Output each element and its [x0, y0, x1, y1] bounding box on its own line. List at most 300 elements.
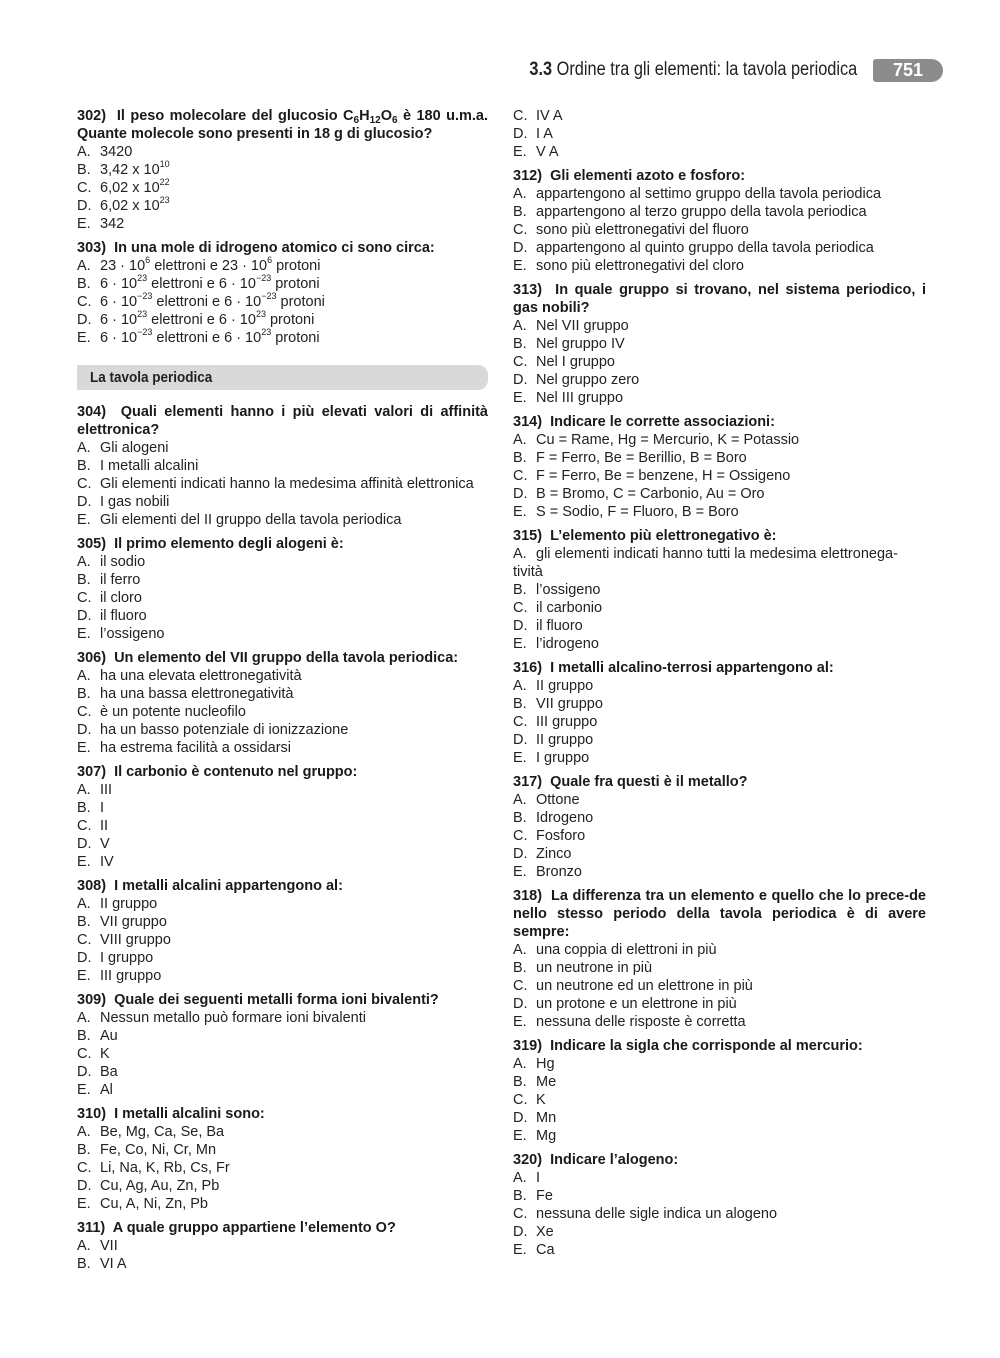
answer-option — [513, 617, 926, 635]
option-letter: C. — [513, 828, 528, 844]
option-text: F = Ferro, Be = benzene, H = Ossigeno — [536, 468, 791, 484]
option-text: Au — [100, 1028, 118, 1044]
answer-option — [513, 1223, 926, 1241]
option-letter: A. — [77, 668, 91, 684]
option-text: V — [100, 836, 110, 852]
answer-option — [77, 835, 488, 853]
answer-option — [77, 475, 488, 493]
option-letter: D. — [513, 372, 528, 388]
question-item — [513, 1151, 926, 1259]
option-text: un neutrone in più — [536, 960, 653, 976]
option-text: è un potente nucleofilo — [100, 704, 246, 720]
answer-option — [77, 799, 488, 817]
question-group — [77, 107, 488, 347]
option-letter: B. — [77, 914, 91, 930]
option-letter: A. — [513, 792, 527, 808]
option-letter: C. — [77, 704, 92, 720]
answer-option — [77, 553, 488, 571]
option-letter: B. — [513, 810, 527, 826]
option-text: gli elementi indicati hanno tutti la medesima elettronega-tività — [513, 546, 898, 580]
option-text: I gruppo — [100, 950, 154, 966]
answer-option — [77, 895, 488, 913]
option-letter: E. — [77, 512, 91, 528]
answer-option — [513, 389, 926, 407]
answer-option — [77, 1195, 488, 1213]
answer-option — [513, 1169, 926, 1187]
option-text: l’idrogeno — [536, 636, 599, 652]
option-text: K — [100, 1046, 110, 1062]
option-letter: D. — [513, 732, 528, 748]
answer-option — [77, 179, 488, 197]
answer-option — [513, 599, 926, 617]
question-text: 317) Quale fra questi è il metallo? — [513, 774, 748, 790]
answer-option — [77, 625, 488, 643]
option-text: sono più elettronegativi del fluoro — [536, 222, 749, 238]
option-text: I A — [536, 126, 553, 142]
option-text: il fluoro — [536, 618, 583, 634]
answer-option — [77, 1159, 488, 1177]
answer-option — [513, 581, 926, 599]
option-text: il carbonio — [536, 600, 603, 616]
answer-option — [513, 431, 926, 449]
option-letter: E. — [513, 636, 527, 652]
option-text: Fe — [536, 1188, 553, 1204]
answer-option — [513, 203, 926, 221]
option-letter: A. — [513, 318, 527, 334]
question-continuation — [513, 107, 926, 161]
answer-option — [513, 863, 926, 881]
option-text: nessuna delle risposte è corretta — [536, 1014, 746, 1030]
option-letter: B. — [513, 336, 527, 352]
option-letter: B. — [77, 1028, 91, 1044]
option-letter: E. — [513, 864, 527, 880]
option-text: 3,42 x $10^{10}$ — [100, 159, 170, 178]
answer-option — [513, 221, 926, 239]
answer-option — [77, 667, 488, 685]
answer-option — [513, 1109, 926, 1127]
option-text: VII — [100, 1238, 118, 1254]
option-letter: E. — [77, 1082, 91, 1098]
question-text: 307) Il carbonio è contenuto nel gruppo: — [77, 764, 358, 780]
option-letter: B. — [77, 458, 91, 474]
answer-option — [77, 329, 488, 347]
option-letter: C. — [513, 714, 528, 730]
option-text: un neutrone ed un elettrone in più — [536, 978, 753, 994]
option-letter: A. — [77, 440, 91, 456]
option-text: 6,02 x $10^{22}$ — [100, 177, 170, 196]
option-text: Cu = Rame, Hg = Mercurio, K = Potassio — [536, 432, 800, 448]
answer-option — [513, 107, 926, 125]
answer-option — [513, 1187, 926, 1205]
answer-option — [77, 1063, 488, 1081]
question-item — [77, 763, 488, 871]
answer-option — [513, 125, 926, 143]
answer-option — [513, 941, 926, 959]
option-text: l’ossigeno — [100, 626, 165, 642]
option-letter: E. — [513, 1242, 527, 1258]
option-letter: C. — [77, 932, 92, 948]
option-letter: B. — [77, 572, 91, 588]
question-item — [77, 107, 488, 233]
option-text: Gli elementi indicati hanno la medesima affinità elettronica — [100, 476, 474, 492]
option-letter: A. — [77, 1010, 91, 1026]
option-text: Mn — [536, 1110, 557, 1126]
option-letter: B. — [513, 582, 527, 598]
option-letter: B. — [513, 450, 527, 466]
option-text: Hg — [536, 1056, 555, 1072]
option-letter: C. — [77, 1160, 92, 1176]
answer-option — [513, 959, 926, 977]
answer-option — [513, 143, 926, 161]
option-text: sono più elettronegativi del cloro — [536, 258, 744, 274]
option-text: I gruppo — [536, 750, 590, 766]
option-letter: C. — [513, 978, 528, 994]
option-text: Me — [536, 1074, 557, 1090]
option-letter: D. — [513, 996, 528, 1012]
answer-option — [77, 1009, 488, 1027]
answer-option — [77, 215, 488, 233]
option-letter: B. — [77, 276, 91, 292]
question-text: 305) Il primo elemento degli alogeni è: — [77, 536, 344, 552]
option-letter: A. — [77, 896, 91, 912]
option-letter: B. — [513, 1188, 527, 1204]
option-text: nessuna delle sigle indica un alogeno — [536, 1206, 778, 1222]
option-text: 6,02 x $10^{23}$ — [100, 195, 170, 214]
option-text: Idrogeno — [536, 810, 594, 826]
option-letter: C. — [77, 818, 92, 834]
option-letter: E. — [513, 390, 527, 406]
answer-option — [77, 589, 488, 607]
option-text: II gruppo — [100, 896, 158, 912]
option-letter: A. — [513, 1170, 527, 1186]
question-item — [513, 659, 926, 767]
answer-option — [513, 635, 926, 653]
answer-option — [513, 371, 926, 389]
answer-option — [513, 677, 926, 695]
question-item — [513, 167, 926, 275]
option-text: I metalli alcalini — [100, 458, 199, 474]
question-text: 319) Indicare la sigla che corrisponde al mercurio: — [513, 1038, 863, 1054]
question-text: 308) I metalli alcalini appartengono al: — [77, 878, 343, 894]
option-text: Zinco — [536, 846, 572, 862]
option-text: Nel gruppo IV — [536, 336, 625, 352]
question-text: 310) I metalli alcalini sono: — [77, 1106, 265, 1122]
chapter-title: Ordine tra gli elementi: la tavola periodica — [556, 59, 857, 80]
option-letter: A. — [513, 942, 527, 958]
option-letter: E. — [513, 144, 527, 160]
option-letter: C. — [513, 1092, 528, 1108]
answer-option — [513, 467, 926, 485]
option-letter: B. — [513, 960, 527, 976]
answer-option — [513, 185, 926, 203]
option-text: Gli elementi del II gruppo della tavola periodica — [100, 512, 402, 528]
option-letter: D. — [513, 486, 528, 502]
option-text: S = Sodio, F = Fluoro, B = Boro — [536, 504, 739, 520]
answer-option — [77, 721, 488, 739]
option-letter: B. — [513, 696, 527, 712]
page-number: 751 — [873, 59, 943, 82]
answer-option — [513, 977, 926, 995]
option-letter: C. — [513, 1206, 528, 1222]
question-item — [513, 281, 926, 407]
question-item — [77, 1105, 488, 1213]
answer-option — [513, 239, 926, 257]
option-letter: D. — [513, 1224, 528, 1240]
answer-option — [77, 1045, 488, 1063]
answer-option — [513, 545, 926, 581]
option-letter: D. — [513, 240, 528, 256]
option-letter: C. — [77, 590, 92, 606]
option-text: il ferro — [100, 572, 141, 588]
question-text: 315) L’elemento più elettronegativo è: — [513, 528, 777, 544]
option-text: K — [536, 1092, 546, 1108]
option-text: VIII gruppo — [100, 932, 171, 948]
option-text: Nel I gruppo — [536, 354, 615, 370]
option-text: Nel III gruppo — [536, 390, 624, 406]
chapter-number: 3.3 — [529, 59, 552, 80]
answer-option — [77, 1123, 488, 1141]
option-letter: C. — [77, 180, 92, 196]
answer-option — [77, 493, 488, 511]
question-text: 311) A quale gruppo appartiene l’elemento O? — [77, 1220, 396, 1236]
option-text: Nessun metallo può formare ioni bivalenti — [100, 1010, 366, 1026]
answer-option — [513, 713, 926, 731]
option-text: VI A — [100, 1256, 127, 1272]
answer-option — [77, 1081, 488, 1099]
right-column — [513, 107, 926, 1265]
answer-option — [513, 317, 926, 335]
answer-option — [77, 853, 488, 871]
option-text: Cu, Ag, Au, Zn, Pb — [100, 1178, 220, 1194]
answer-option — [513, 995, 926, 1013]
option-letter: D. — [77, 198, 92, 214]
option-text: I gas nobili — [100, 494, 170, 510]
answer-option — [77, 511, 488, 529]
option-letter: E. — [513, 1014, 527, 1030]
answer-option — [513, 1073, 926, 1091]
answer-option — [77, 739, 488, 757]
answer-option — [513, 827, 926, 845]
answer-option — [513, 695, 926, 713]
answer-option — [513, 1013, 926, 1031]
option-text: $6 \cdot 10^{-23}$ elettroni e $6 \cdot 10^{-23}$ protoni — [100, 291, 325, 310]
option-text: III — [100, 782, 113, 798]
question-text: 312) Gli elementi azoto e fosforo: — [513, 168, 746, 184]
option-text: Bronzo — [536, 864, 582, 880]
option-letter: A. — [77, 144, 91, 160]
option-text: $23 \cdot 10^6$ elettroni e $23 \cdot 10^6$ protoni — [100, 255, 321, 274]
option-letter: C. — [77, 1046, 92, 1062]
question-item — [77, 991, 488, 1099]
option-letter: D. — [77, 608, 92, 624]
chapter-heading — [529, 59, 857, 81]
option-text: Gli alogeni — [100, 440, 169, 456]
option-letter: D. — [77, 1178, 92, 1194]
option-text: Li, Na, K, Rb, Cs, Fr — [100, 1160, 230, 1176]
question-text: 316) I metalli alcalino-terrosi appartengono al: — [513, 660, 834, 676]
option-letter: D. — [513, 126, 528, 142]
option-letter: C. — [513, 468, 528, 484]
question-text: 309) Quale dei seguenti metalli forma ioni bivalenti? — [77, 992, 439, 1008]
answer-option — [513, 1055, 926, 1073]
answer-option — [77, 685, 488, 703]
option-text: un protone e un elettrone in più — [536, 996, 737, 1012]
answer-option — [513, 449, 926, 467]
option-letter: E. — [77, 740, 91, 756]
question-item — [77, 403, 488, 529]
answer-option — [77, 607, 488, 625]
option-letter: E. — [77, 968, 91, 984]
answer-option — [77, 1177, 488, 1195]
option-text: ha estrema facilità a ossidarsi — [100, 740, 291, 756]
option-letter: A. — [513, 1056, 527, 1072]
answer-option — [513, 845, 926, 863]
option-text: III gruppo — [100, 968, 162, 984]
option-letter: E. — [513, 1128, 527, 1144]
option-text: I — [536, 1170, 541, 1186]
answer-option — [77, 817, 488, 835]
option-letter: E. — [513, 750, 527, 766]
option-letter: E. — [77, 626, 91, 642]
option-text: Ba — [100, 1064, 118, 1080]
option-letter: E. — [513, 258, 527, 274]
answer-option — [513, 353, 926, 371]
option-letter: B. — [77, 686, 91, 702]
answer-option — [513, 257, 926, 275]
option-text: II — [100, 818, 109, 834]
left-column — [77, 107, 488, 1279]
answer-option — [77, 967, 488, 985]
option-letter: B. — [513, 204, 527, 220]
answer-option — [77, 781, 488, 799]
answer-option — [77, 161, 488, 179]
option-letter: C. — [513, 222, 528, 238]
option-letter: D. — [77, 836, 92, 852]
option-text: I — [100, 800, 105, 816]
option-letter: B. — [77, 1256, 91, 1272]
option-text: appartengono al settimo gruppo della tavola periodica — [536, 186, 882, 202]
option-letter: B. — [77, 800, 91, 816]
question-item — [77, 239, 488, 347]
answer-option — [513, 791, 926, 809]
option-letter: B. — [77, 1142, 91, 1158]
question-text: 306) Un elemento del VII gruppo della tavola periodica: — [77, 650, 459, 666]
option-text: VII gruppo — [536, 696, 603, 712]
answer-option — [513, 335, 926, 353]
option-text: il sodio — [100, 554, 146, 570]
option-letter: A. — [77, 1124, 91, 1140]
question-text: 304) Quali elementi hanno i più elevati valori di affinità elettronica? — [77, 404, 488, 438]
option-text: Al — [100, 1082, 113, 1098]
option-text: ha una elevata elettronegatività — [100, 668, 302, 684]
option-letter: C. — [513, 108, 528, 124]
question-text: 314) Indicare le corrette associazioni: — [513, 414, 775, 430]
option-text: 3420 — [100, 144, 133, 160]
option-text: 342 — [100, 216, 125, 232]
option-letter: B. — [513, 1074, 527, 1090]
option-letter: A. — [513, 546, 527, 562]
option-text: il fluoro — [100, 608, 147, 624]
answer-option — [513, 1241, 926, 1259]
question-text: 302) Il peso molecolare del glucosio $C_6H_{12}O_6$ è 180 u.m.a. Quante molecole sono presenti in 18 g di glucosio? — [77, 108, 488, 142]
option-text: Ottone — [536, 792, 580, 808]
option-text: una coppia di elettroni in più — [536, 942, 717, 958]
question-item — [77, 649, 488, 757]
answer-option — [513, 503, 926, 521]
answer-option — [77, 1141, 488, 1159]
option-text: Fosforo — [536, 828, 586, 844]
option-letter: A. — [77, 258, 91, 274]
option-text: Cu, A, Ni, Zn, Pb — [100, 1196, 208, 1212]
option-text: il cloro — [100, 590, 142, 606]
option-letter: D. — [77, 1064, 92, 1080]
option-text: ha una bassa elettronegatività — [100, 686, 294, 702]
answer-option — [77, 197, 488, 215]
answer-option — [77, 1237, 488, 1255]
option-text: ha un basso potenziale di ionizzazione — [100, 722, 349, 738]
answer-option — [513, 731, 926, 749]
option-text: $6 \cdot 10^{-23}$ elettroni e $6 \cdot 10^{23}$ protoni — [100, 327, 320, 346]
answer-option — [77, 571, 488, 589]
option-letter: A. — [513, 186, 527, 202]
option-letter: C. — [77, 294, 92, 310]
answer-option — [77, 1027, 488, 1045]
answer-option — [77, 949, 488, 967]
option-text: Fe, Co, Ni, Cr, Mn — [100, 1142, 217, 1158]
question-item — [77, 535, 488, 643]
option-text: Ca — [536, 1242, 555, 1258]
option-letter: D. — [77, 950, 92, 966]
option-letter: C. — [513, 354, 528, 370]
option-text: V A — [536, 144, 559, 160]
answer-option — [77, 1255, 488, 1273]
answer-option — [77, 913, 488, 931]
option-letter: C. — [77, 476, 92, 492]
answer-option — [513, 1091, 926, 1109]
question-text: 318) La differenza tra un elemento e quello che lo prece-de nello stesso periodo della tavola periodica è di avere sempre: — [513, 888, 926, 940]
option-text: II gruppo — [536, 732, 594, 748]
option-text: appartengono al terzo gruppo della tavola periodica — [536, 204, 867, 220]
option-letter: E. — [77, 854, 91, 870]
answer-option — [513, 1205, 926, 1223]
question-group — [513, 167, 926, 1259]
option-text: IV — [100, 854, 114, 870]
option-letter: E. — [77, 330, 91, 346]
option-text: appartengono al quinto gruppo della tavola periodica — [536, 240, 874, 256]
option-letter: D. — [77, 722, 92, 738]
question-text: 320) Indicare l’alogeno: — [513, 1152, 679, 1168]
option-letter: A. — [77, 782, 91, 798]
question-item — [513, 1037, 926, 1145]
section-heading-label: La tavola periodica — [90, 369, 213, 386]
option-text: Nel gruppo zero — [536, 372, 640, 388]
option-letter: A. — [77, 1238, 91, 1254]
question-group — [77, 403, 488, 1273]
option-letter: D. — [77, 494, 92, 510]
answer-option — [77, 703, 488, 721]
question-text: 313) In quale gruppo si trovano, nel sistema periodico, i gas nobili? — [513, 282, 926, 316]
answer-option — [513, 1127, 926, 1145]
question-item — [513, 413, 926, 521]
option-text: Be, Mg, Ca, Se, Ba — [100, 1124, 225, 1140]
option-text: Nel VII gruppo — [536, 318, 629, 334]
option-text: Xe — [536, 1224, 554, 1240]
option-letter: B. — [77, 162, 91, 178]
option-text: $6 \cdot 10^{23}$ elettroni e $6 \cdot 10^{-23}$ protoni — [100, 273, 320, 292]
section-heading — [77, 365, 488, 390]
option-letter: C. — [513, 600, 528, 616]
option-letter: D. — [513, 846, 528, 862]
